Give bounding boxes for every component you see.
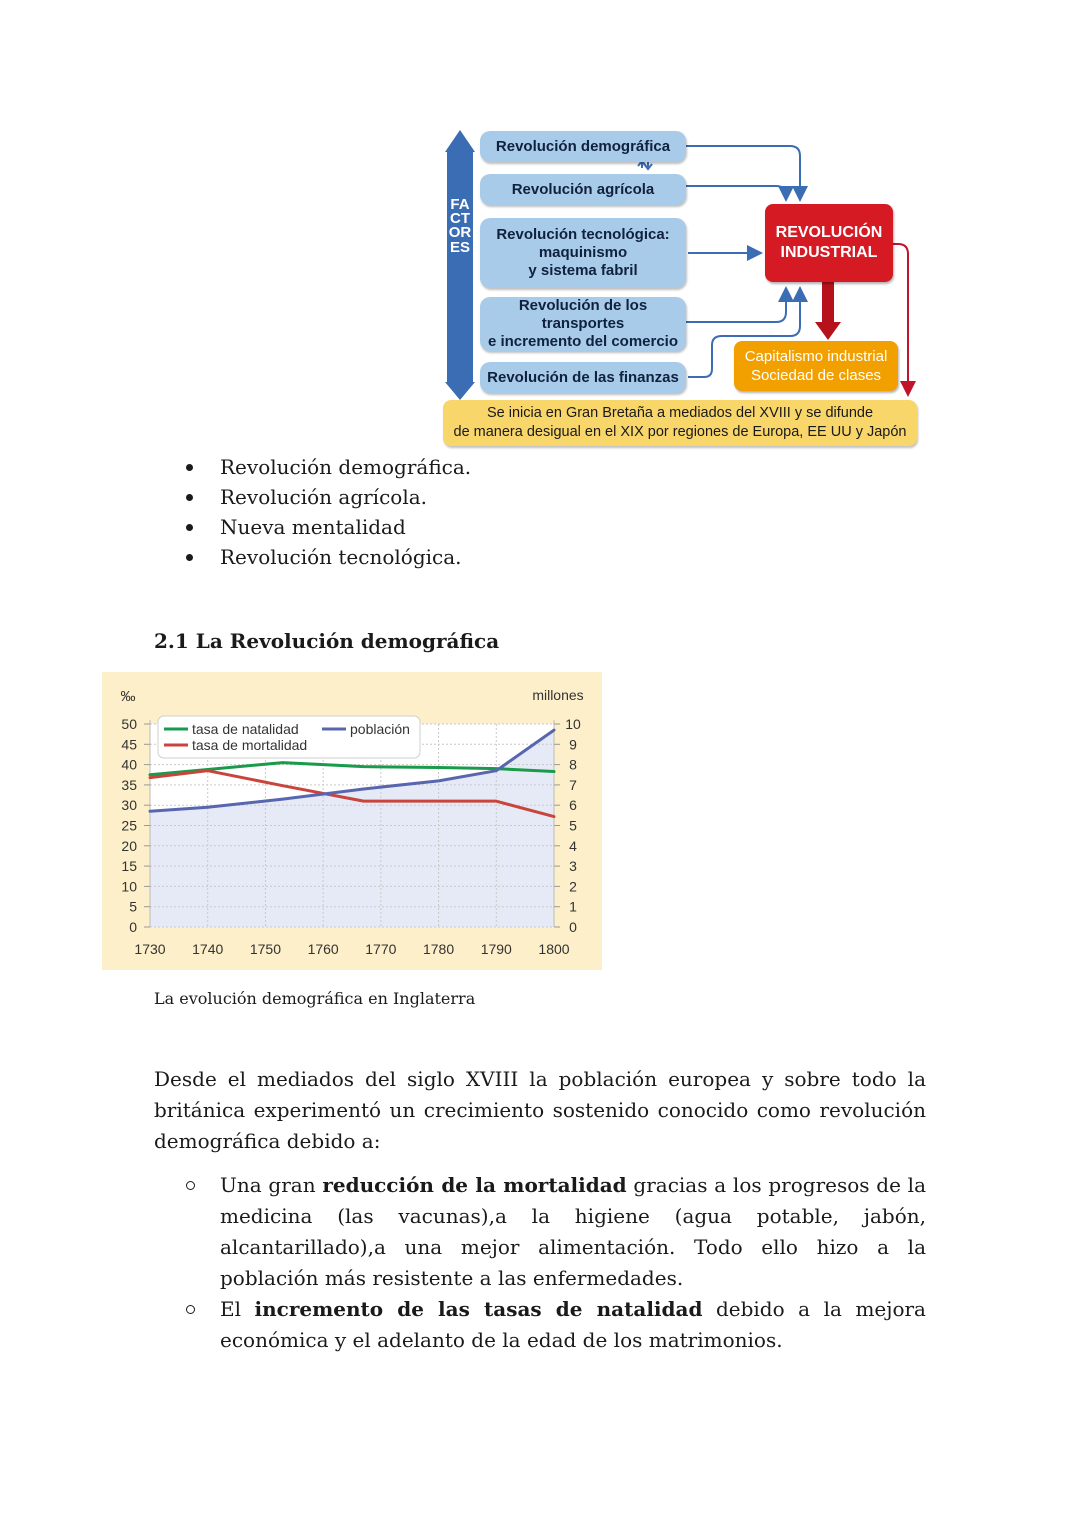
box-revolucion-industrial (765, 204, 893, 282)
left-tick-label: 50 (121, 716, 137, 732)
right-tick-label: 2 (569, 878, 577, 895)
cap-line: Sociedad de clases (750, 367, 882, 384)
left-tick-label: 0 (129, 919, 137, 935)
item-bold: incremento de las tasas de natalidad (254, 1297, 703, 1321)
right-axis-label: millones (532, 687, 584, 703)
right-tick-label: 7 (569, 776, 577, 793)
left-tick-label: 20 (121, 837, 137, 854)
right-tick-label: 5 (569, 817, 577, 834)
right-tick-label: 3 (569, 858, 577, 875)
ri-line: INDUSTRIAL (780, 244, 878, 261)
x-tick-label: 1770 (365, 941, 397, 957)
factors-bullet-list (186, 452, 471, 572)
left-axis-label: ‰ (120, 688, 136, 705)
factores-double-arrow (445, 130, 475, 400)
demographic-chart (102, 672, 602, 970)
left-tick-label: 40 (121, 756, 137, 773)
left-tick-label: 10 (121, 878, 137, 895)
right-tick-label: 9 (569, 736, 577, 753)
red-down-arrow (815, 282, 841, 340)
x-tick-label: 1750 (249, 941, 282, 957)
box-label-line: Revolución tecnológica: (496, 226, 670, 243)
box-label: Revolución agrícola (511, 180, 655, 198)
box-origen (443, 400, 917, 446)
causes-list (184, 1170, 926, 1356)
base-line: Se inicia en Gran Bretaña a mediados del XVIII y se difunde (486, 405, 874, 421)
right-tick-label: 8 (569, 756, 577, 773)
right-tick-label: 1 (569, 898, 577, 915)
item-post: debido a la mejora económica y el adelanto de la edad de los matrimonios. (220, 1297, 926, 1352)
left-tick-label: 15 (121, 858, 137, 875)
left-tick-label: 35 (121, 776, 137, 793)
legend-label: tasa de natalidad (192, 721, 299, 737)
box-label-line: e incremento del comercio (487, 333, 679, 350)
legend-label: población (350, 721, 410, 737)
box-label: Revolución de las finanzas (487, 368, 679, 386)
box-revolucion-agricola (480, 174, 686, 205)
list-item (184, 1294, 926, 1356)
base-line: de manera desigual en el XIX por regiones de Europa, EE UU y Japón (453, 424, 907, 440)
x-tick-label: 1790 (480, 941, 512, 957)
legend-label: tasa de mortalidad (192, 737, 308, 753)
left-tick-label: 5 (129, 898, 137, 915)
x-tick-label: 1740 (192, 941, 224, 957)
list-item: Nueva mentalidad (186, 512, 471, 542)
box-label-line: y sistema fabril (528, 262, 638, 279)
box-revolucion-transportes (480, 297, 686, 351)
list-item: Revolución agrícola. (186, 482, 471, 512)
item-pre: Una gran (220, 1173, 323, 1197)
box-label-line: maquinismo (538, 244, 628, 261)
box-label: Revolución demográfica (495, 137, 671, 155)
x-tick-label: 1760 (307, 941, 339, 957)
chart-caption: La evolución demográfica en Inglaterra (154, 989, 476, 1008)
x-tick-label: 1730 (134, 941, 166, 957)
left-tick-label: 45 (121, 736, 137, 753)
box-revolucion-tecnologica (480, 218, 686, 288)
x-tick-label: 1780 (422, 941, 455, 957)
right-tick-label: 10 (565, 716, 581, 732)
section-title: 2.1 La Revolución demográfica (154, 629, 500, 653)
cap-line: Capitalismo industrial (744, 348, 888, 365)
right-tick-label: 6 (569, 797, 577, 814)
list-item: Revolución demográfica. (186, 452, 471, 482)
box-label-line: Revolución de los transportes (518, 297, 648, 332)
left-tick-label: 25 (121, 817, 137, 834)
list-item (184, 1170, 926, 1294)
item-bold: reducción de la mortalidad (322, 1173, 627, 1197)
box-revolucion-finanzas (480, 362, 686, 393)
ri-line: REVOLUCIÓN (775, 224, 883, 241)
right-tick-label: 4 (569, 837, 577, 854)
right-tick-label: 0 (569, 919, 577, 935)
factores-label: FACTORES (448, 196, 472, 256)
x-tick-label: 1800 (538, 941, 570, 957)
left-tick-label: 30 (121, 797, 137, 814)
box-revolucion-demografica (480, 131, 686, 162)
list-item: Revolución tecnológica. (186, 542, 471, 572)
item-post: gracias a los progresos de la medicina (las vacunas),a la higiene (agua potable, jabón, alcantarillado),a una mejor alimentación. Todo ello hizo a la población más resistente a las enfermedades. (220, 1173, 927, 1290)
box-capitalismo (734, 341, 898, 391)
intro-paragraph: Desde el mediados del siglo XVIII la población europea y sobre todo la británica experimentó un crecimiento sostenido conocido como revolución demográfica debido a: (154, 1067, 926, 1153)
item-pre: El (220, 1297, 255, 1321)
